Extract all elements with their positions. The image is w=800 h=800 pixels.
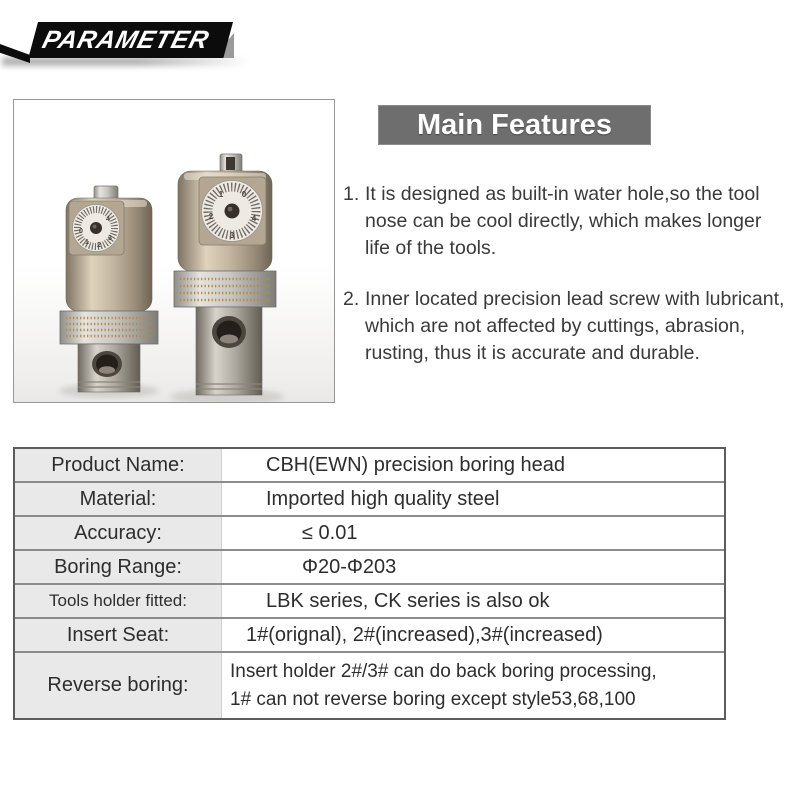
- row-label: Insert Seat:: [15, 619, 222, 651]
- main-features-title: Main Features: [417, 108, 612, 141]
- table-row: [15, 651, 724, 718]
- dial-number: 0: [79, 228, 83, 235]
- shank-hole: [212, 316, 246, 348]
- table-row: [15, 549, 724, 583]
- graduated-band: [60, 311, 158, 344]
- table-row: [15, 449, 724, 481]
- row-value: [222, 653, 724, 718]
- row-label: Reverse boring:: [15, 653, 222, 718]
- feature-list: [343, 181, 795, 390]
- dial-number: 3: [108, 235, 112, 242]
- row-value-line: 1# can not reverse boring except style53,68,100: [230, 688, 636, 710]
- spec-table: [13, 447, 726, 720]
- table-row: [15, 515, 724, 549]
- feature-text: It is designed as built-in water hole,so the tool nose can be cool directly, which makes longer life of the tools.: [365, 183, 762, 259]
- graduated-band: [174, 271, 276, 307]
- feature-number: 1.: [343, 183, 360, 205]
- row-value: LBK series, CK series is also ok: [222, 585, 724, 617]
- small-dial: [73, 205, 120, 252]
- row-value: 1#(orignal), 2#(increased),3#(increased): [222, 619, 724, 651]
- row-label: Material:: [15, 483, 222, 515]
- row-value: ≤ 0.01: [222, 517, 724, 549]
- ribbon-label: PARAMETER: [39, 25, 213, 54]
- table-row: [15, 583, 724, 617]
- row-label: Accuracy:: [15, 517, 222, 549]
- ribbon-shadow: [2, 57, 250, 66]
- dial-number: 1: [218, 190, 224, 199]
- feature-item: [343, 181, 795, 262]
- feature-item: [343, 286, 795, 367]
- row-value-line: Insert holder 2#/3# can do back boring processing,: [230, 661, 657, 682]
- dial-number: 3: [229, 231, 235, 240]
- feature-number: 2.: [343, 287, 360, 310]
- row-value: CBH(EWN) precision boring head: [222, 449, 724, 481]
- shank-hole: [92, 351, 122, 377]
- dial-number: 4: [251, 214, 257, 223]
- row-label: Tools holder fitted:: [15, 585, 222, 617]
- large-boring-head: [170, 154, 284, 402]
- small-boring-head: [59, 186, 159, 398]
- large-dial: [202, 181, 263, 242]
- dial-number: 2: [208, 212, 214, 221]
- product-photo: [14, 100, 334, 402]
- dial-number: 2: [97, 242, 101, 249]
- dial-number: 4: [106, 216, 110, 223]
- table-row: [15, 617, 724, 651]
- main-features-banner: [378, 105, 651, 145]
- row-label: Boring Range:: [15, 551, 222, 583]
- table-row: [15, 481, 724, 515]
- dial-number: 1: [85, 239, 89, 246]
- feature-text: Inner located precision lead screw with lubricant, which are not affected by cuttings, abrasion, rusting, thus it is accurate and durable.: [365, 287, 785, 364]
- ribbon-banner: [28, 22, 233, 58]
- dial-number: 0: [241, 190, 247, 199]
- row-value: Imported high quality steel: [222, 483, 724, 515]
- product-photo-frame: [13, 99, 335, 403]
- row-label: Product Name:: [15, 449, 222, 481]
- row-value: Φ20-Φ203: [222, 551, 724, 583]
